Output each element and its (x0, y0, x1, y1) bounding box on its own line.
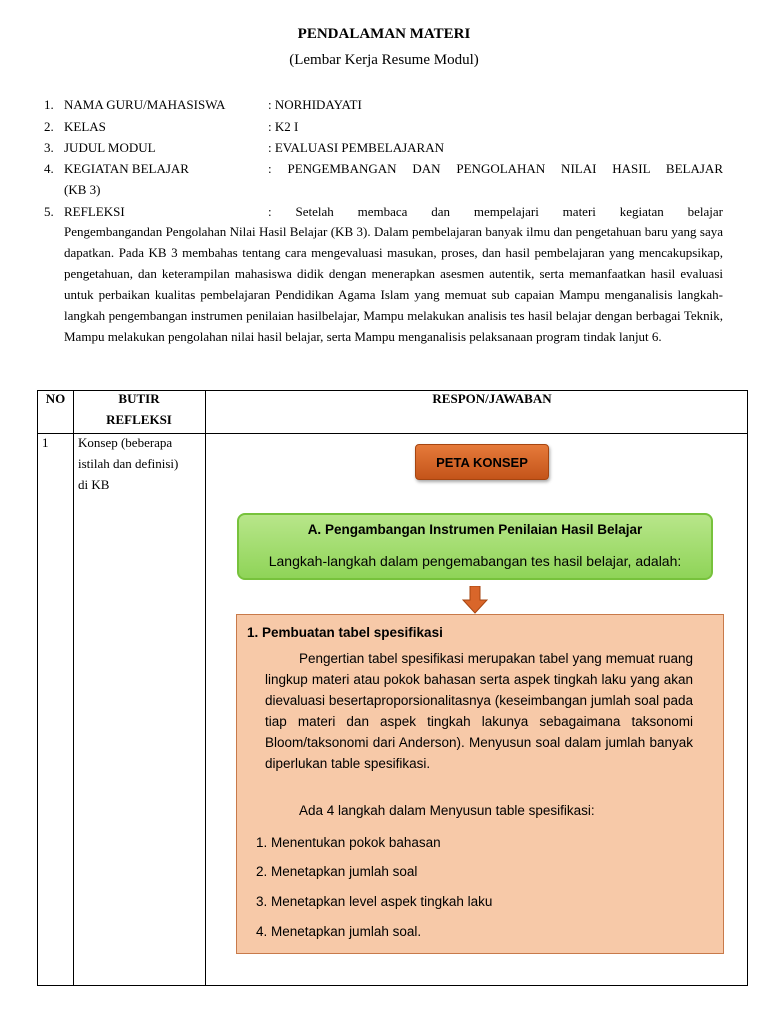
section-a-box (237, 513, 713, 580)
info-label-modul: JUDUL MODUL (64, 140, 156, 155)
section-a-title: A. Pengambangan Instrumen Penilaian Hasil Belajar (307, 522, 643, 537)
info-value-name: : NORHIDAYATI (268, 97, 362, 112)
info-value-modul: : EVALUASI PEMBELAJARAN (268, 140, 444, 155)
info-label-name: NAMA GURU/MAHASISWA (64, 97, 226, 112)
table-row-butir: Konsep (beberapa (78, 435, 173, 450)
box-heading: 1. Pembuatan tabel spesifikasi (247, 625, 443, 640)
info-num: 3. (44, 140, 54, 155)
down-arrow-icon (462, 586, 488, 614)
table-row-butir-2: istilah dan definisi) (78, 456, 179, 471)
table-row-butir-3: di KB (78, 477, 110, 492)
info-label-kegiatan: KEGIATAN BELAJAR (64, 161, 189, 176)
table-col-divider (73, 391, 74, 985)
table-header-butir-2: REFLEKSI (106, 412, 172, 427)
info-label-kelas: KELAS (64, 119, 106, 134)
table-col-divider (205, 391, 206, 985)
info-num: 1. (44, 97, 54, 112)
info-label-refleksi: REFLEKSI (64, 204, 125, 219)
info-value-kelas: : K2 I (268, 119, 299, 134)
info-num: 2. (44, 119, 54, 134)
info-value-kegiatan: : PENGEMBANGAN DAN PENGOLAHAN NILAI HASIL BELAJAR (268, 161, 723, 176)
table-header-no: NO (45, 391, 66, 406)
table-row-no: 1 (42, 435, 49, 450)
box-body-content: Pengertian tabel spesifikasi merupakan tabel yang memuat ruang lingkup materi atau pokok bahasan serta aspek tingkah laku yang akan dievaluasi besertaproporsionalitasnya (keseimbangan jumlah soal pada tiap materi dan aspek tingkah lakunya sebagaimana taksonomi Bloom/taksonomi dari Anderson). Menyusun soal dalam jumlah banyak diperlukan table spesifikasi. (265, 651, 693, 771)
info-value-kegiatan-cont: (KB 3) (64, 182, 101, 197)
list-item: 1. Menentukan pokok bahasan (256, 835, 441, 850)
list-item: 3. Menetapkan level aspek tingkah laku (256, 894, 493, 909)
box-body-text (265, 648, 693, 774)
list-item: 2. Menetapkan jumlah soal (256, 864, 418, 879)
info-num: 5. (44, 204, 54, 219)
info-value-refleksi: : Setelah membaca dan mempelajari materi kegiatan belajar (268, 204, 723, 219)
info-num: 4. (44, 161, 54, 176)
page-title: PENDALAMAN MATERI (297, 26, 471, 42)
peta-konsep-badge: PETA KONSEP (415, 444, 549, 480)
table-header-butir: BUTIR (118, 391, 160, 406)
table-header-respon: RESPON/JAWABAN (432, 391, 552, 406)
box-intro: Ada 4 langkah dalam Menyusun table spesifikasi: (299, 803, 595, 818)
page-subtitle: (Lembar Kerja Resume Modul) (289, 52, 479, 68)
list-item: 4. Menetapkan jumlah soal. (256, 924, 422, 939)
tabel-spesifikasi-box (236, 614, 724, 954)
reflection-paragraph: Pengembangandan Pengolahan Nilai Hasil Belajar (KB 3). Dalam pembelajaran banyak ilmu dan pengetahuan baru yang saya dapatkan. Pada KB 3 membahas tentang cara mengevaluasi masukan, proses, dan hasil pembelajaran yang mencakupsikap, pengetahuan, dan keterampilan mahasiswa didik dengan menerapkan asesmen autentik, serta memanfaatkan hasil evaluasi untuk perbaikan kualitas pembelajaran Pendidikan Agama Islam yang memuat sub capaian Mampu menganalisis langkah-langkah pengembangan instrumen penilaian hasilbelajar, Mampu melakukan analisis tes hasil belajar dengan berbagai Teknik, Mampu melakukan pengolahan nilai hasil belajar, serta Mampu menganalisis pelaksanaan program tindak lanjut 6. (64, 224, 723, 344)
section-a-subtitle: Langkah-langkah dalam pengemabangan tes hasil belajar, adalah: (268, 553, 682, 569)
